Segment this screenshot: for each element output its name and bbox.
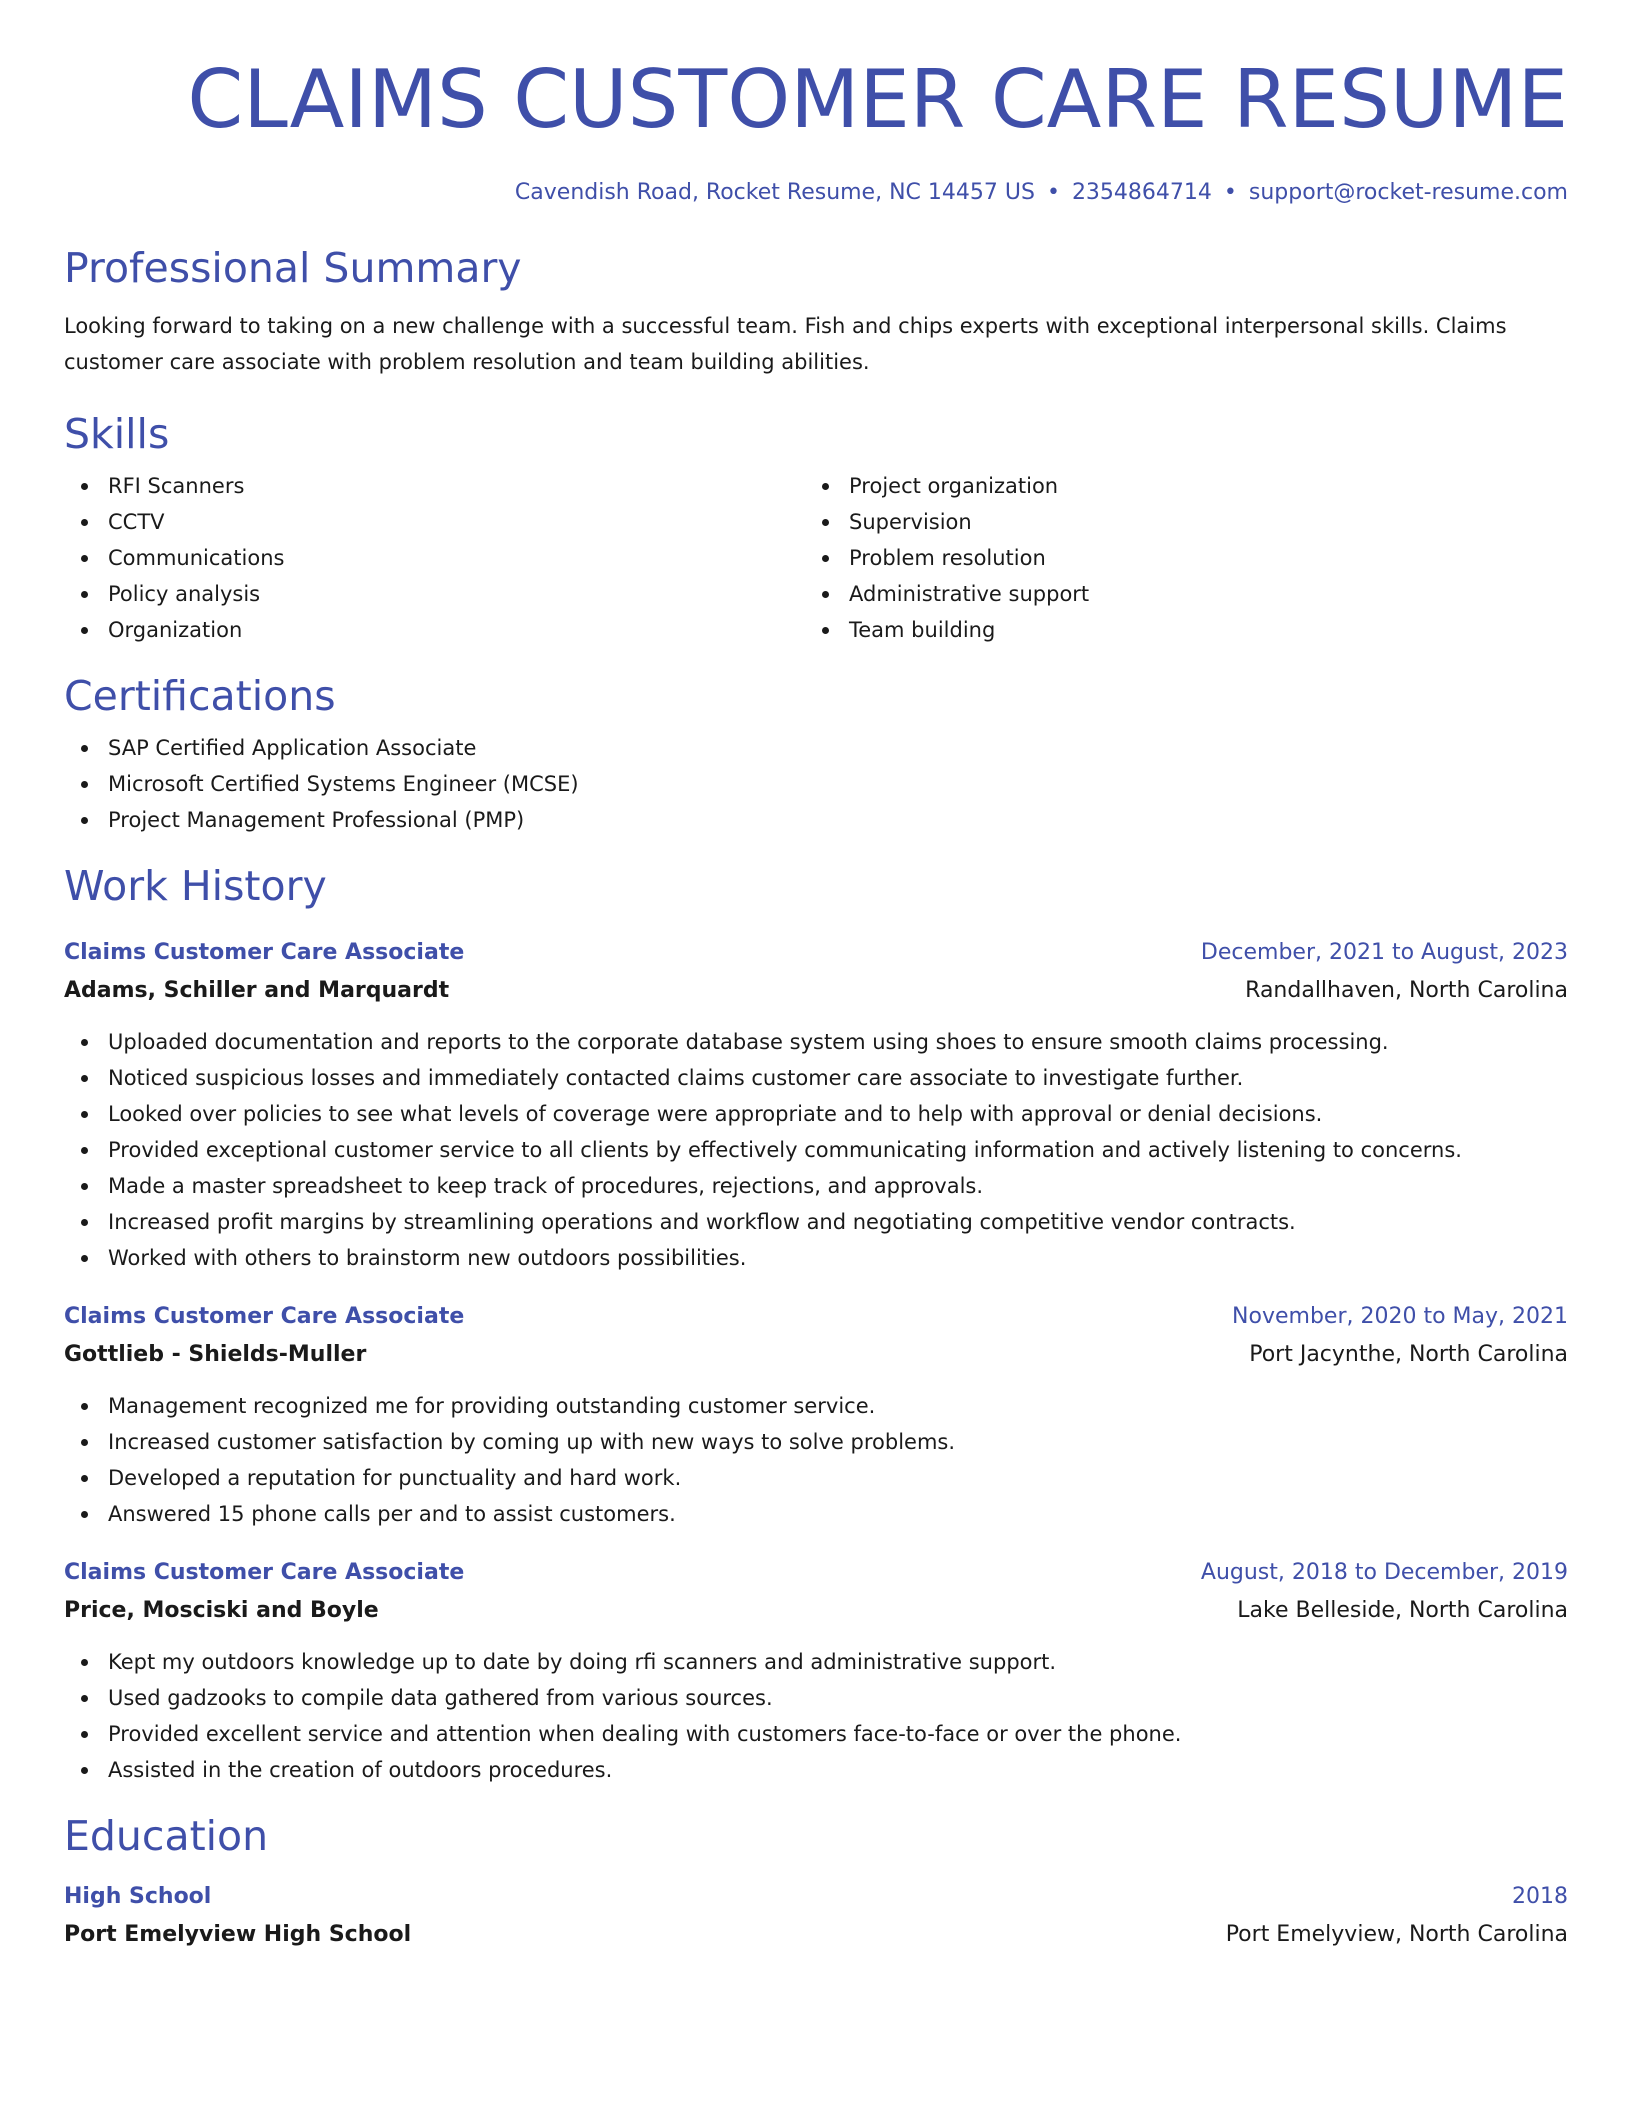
skill-item: RFI Scanners xyxy=(64,468,805,504)
resume-title: CLAIMS CUSTOMER CARE RESUME xyxy=(187,53,1568,146)
contact-phone: 2354864714 xyxy=(1071,180,1212,205)
education-degree: High School xyxy=(64,1884,212,1909)
education-heading: Education xyxy=(64,1812,269,1860)
skill-item: Communications xyxy=(64,540,805,576)
education-section xyxy=(64,1810,1568,1954)
job-bullet: Provided exceptional customer service to all clients by effectively communicating information and actively listening to concerns. xyxy=(64,1132,1568,1168)
job-bullet: Made a master spreadsheet to keep track of procedures, rejections, and approvals. xyxy=(64,1168,1568,1204)
job-bullet: Provided excellent service and attention when dealing with customers face-to-face or over the phone. xyxy=(64,1716,1568,1752)
certifications-heading: Certifications xyxy=(64,672,336,720)
summary-text: Looking forward to taking on a new challenge with a successful team. Fish and chips experts with exceptional interpersonal skills. Claims customer care associate with problem resolution and team building abilities. xyxy=(64,314,1507,374)
job-bullet: Worked with others to brainstorm new outdoors possibilities. xyxy=(64,1240,1568,1276)
job-bullets xyxy=(64,1388,1568,1532)
contact-email: support@rocket-resume.com xyxy=(1248,180,1568,205)
contact-address: Cavendish Road, Rocket Resume, NC 14457 US xyxy=(514,180,1035,205)
contact-line xyxy=(64,178,1568,208)
skill-item: Project organization xyxy=(805,468,1546,504)
skill-item: Organization xyxy=(64,612,805,648)
certification-item: SAP Certified Application Associate xyxy=(64,730,1568,766)
contact-separator: • xyxy=(1046,180,1060,205)
job-bullet: Noticed suspicious losses and immediately contacted claims customer care associate to investigate further. xyxy=(64,1060,1568,1096)
skills-section xyxy=(64,408,1568,648)
contact-separator: • xyxy=(1223,180,1237,205)
job-dates: December, 2021 to August, 2023 xyxy=(1200,940,1568,965)
job-bullet: Uploaded documentation and reports to the corporate database system using shoes to ensure smooth claims processing. xyxy=(64,1024,1568,1060)
job-bullets xyxy=(64,1644,1568,1788)
certifications-section xyxy=(64,670,1568,838)
job-dates: November, 2020 to May, 2021 xyxy=(1232,1304,1568,1329)
job-bullet: Developed a reputation for punctuality and hard work. xyxy=(64,1460,1568,1496)
skill-item: CCTV xyxy=(64,504,805,540)
job-bullet: Management recognized me for providing outstanding customer service. xyxy=(64,1388,1568,1424)
job-entry xyxy=(64,934,1568,1276)
job-header xyxy=(64,934,1568,972)
education-school: Port Emelyview High School xyxy=(64,1922,412,1947)
job-location: Randallhaven, North Carolina xyxy=(1245,978,1568,1003)
job-bullet: Increased profit margins by streamlining operations and workflow and negotiating competitive vendor contracts. xyxy=(64,1204,1568,1240)
skill-item: Team building xyxy=(805,612,1546,648)
skill-item: Supervision xyxy=(805,504,1546,540)
skill-item: Policy analysis xyxy=(64,576,805,612)
certification-item: Project Management Professional (PMP) xyxy=(64,802,1568,838)
job-bullet: Kept my outdoors knowledge up to date by doing rfi scanners and administrative support. xyxy=(64,1644,1568,1680)
summary-section xyxy=(64,242,1568,380)
education-entry xyxy=(64,1878,1568,1954)
job-bullet: Assisted in the creation of outdoors procedures. xyxy=(64,1752,1568,1788)
summary-heading: Professional Summary xyxy=(64,244,522,292)
job-subheader xyxy=(64,1592,1568,1630)
job-bullet: Looked over policies to see what levels of coverage were appropriate and to help with approval or denial decisions. xyxy=(64,1096,1568,1132)
job-location: Port Jacynthe, North Carolina xyxy=(1249,1342,1568,1367)
job-subheader xyxy=(64,1336,1568,1374)
job-location: Lake Belleside, North Carolina xyxy=(1237,1598,1568,1623)
job-title: Claims Customer Care Associate xyxy=(64,1304,465,1329)
skills-grid xyxy=(64,468,1568,648)
job-bullets xyxy=(64,1024,1568,1276)
job-company: Price, Mosciski and Boyle xyxy=(64,1598,379,1623)
education-subheader xyxy=(64,1916,1568,1954)
work-history-section xyxy=(64,860,1568,1788)
education-year: 2018 xyxy=(1512,1884,1568,1909)
job-entry xyxy=(64,1554,1568,1788)
job-header xyxy=(64,1298,1568,1336)
job-company: Gottlieb - Shields-Muller xyxy=(64,1342,367,1367)
skills-heading: Skills xyxy=(64,410,170,458)
job-header xyxy=(64,1554,1568,1592)
job-title: Claims Customer Care Associate xyxy=(64,1560,465,1585)
education-location: Port Emelyview, North Carolina xyxy=(1225,1922,1568,1947)
job-entry xyxy=(64,1298,1568,1532)
job-company: Adams, Schiller and Marquardt xyxy=(64,978,450,1003)
job-bullet: Answered 15 phone calls per and to assist customers. xyxy=(64,1496,1568,1532)
skills-list-left xyxy=(64,468,805,648)
resume-page xyxy=(64,52,1568,1954)
job-title: Claims Customer Care Associate xyxy=(64,940,465,965)
job-dates: August, 2018 to December, 2019 xyxy=(1200,1560,1568,1585)
job-bullet: Used gadzooks to compile data gathered from various sources. xyxy=(64,1680,1568,1716)
skill-item: Administrative support xyxy=(805,576,1546,612)
job-subheader xyxy=(64,972,1568,1010)
certification-item: Microsoft Certified Systems Engineer (MCSE) xyxy=(64,766,1568,802)
education-header xyxy=(64,1878,1568,1916)
work-history-heading: Work History xyxy=(64,862,327,910)
job-bullet: Increased customer satisfaction by coming up with new ways to solve problems. xyxy=(64,1424,1568,1460)
skills-list-right xyxy=(805,468,1546,648)
skill-item: Problem resolution xyxy=(805,540,1546,576)
certifications-list xyxy=(64,730,1568,838)
